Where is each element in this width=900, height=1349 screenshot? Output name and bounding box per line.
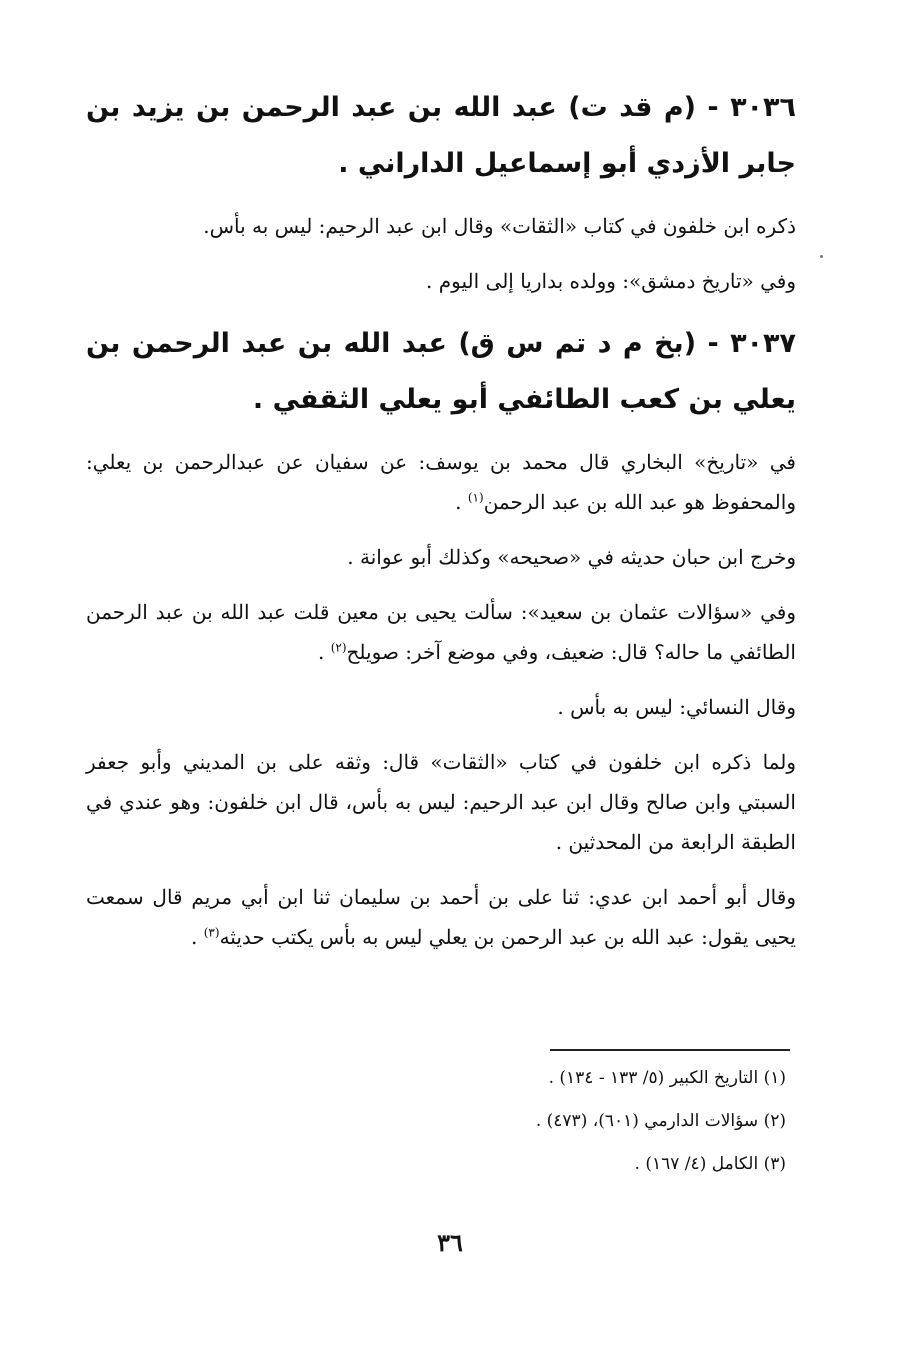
footnote-ref: (٣) (203, 925, 220, 940)
entry-3036 (86, 80, 796, 301)
paragraph-tail: . (317, 640, 331, 664)
paragraph-text: وفي «سؤالات عثمان بن سعيد»: سألت يحيى بن معين قلت عبد الله بن عبد الرحمن الطائفي ما حاله؟ قال: ضعيف، وفي موضع آخر: صويلح (86, 600, 796, 664)
entry-3037 (86, 316, 796, 957)
page-body (86, 80, 796, 972)
paragraph: وخرج ابن حبان حديثه في «صحيحه» وكذلك أبو عوانة . (347, 545, 796, 569)
footnote-ref: (٢) (330, 640, 347, 655)
footnote-separator (550, 1049, 790, 1051)
paragraph: ذكره ابن خلفون في كتاب «الثقات» وقال ابن عبد الرحيم: ليس به بأس. (203, 214, 796, 238)
scan-speck (820, 255, 823, 258)
paragraph-text: في «تاريخ» البخاري قال محمد بن يوسف: عن سفيان عن عبدالرحمن بن يعلي: والمحفوظ هو عبد الله بن عبد الرحمن (86, 450, 796, 514)
footnote: (٣) الكامل (٤/ ١٦٧) . (634, 1154, 786, 1174)
footnote-ref: (١) (467, 490, 484, 505)
paragraph: وفي «تاريخ دمشق»: وولده بداريا إلى اليوم . (426, 269, 796, 293)
paragraph-text: وقال أبو أحمد ابن عدي: ثنا على بن أحمد بن سليمان ثنا ابن أبي مريم قال سمعت يحيى يقول: عبد الله بن عبد الرحمن بن يعلي ليس به بأس يكتب حديثه (86, 885, 796, 949)
paragraph-tail: . (191, 925, 204, 949)
page-number: ٣٦ (437, 1228, 463, 1257)
footnotes (86, 1066, 786, 1195)
paragraph (86, 877, 796, 957)
entry-heading: ٣٠٣٧ - (بخ م د تم س ق) عبد الله بن عبد الرحمن بن يعلي بن كعب الطائفي أبو يعلي الثقفي . (86, 328, 796, 415)
footnote: (٢) سؤالات الدارمي (٦٠١)، (٤٧٣) . (535, 1111, 786, 1131)
paragraph (86, 592, 796, 672)
paragraph-tail: . (455, 490, 468, 514)
footnote: (١) التاريخ الكبير (٥/ ١٣٣ - ١٣٤) . (548, 1068, 786, 1088)
paragraph (86, 442, 796, 522)
paragraph: ولما ذكره ابن خلفون في كتاب «الثقات» قال: وثقه على بن المديني وأبو جعفر السبتي وابن صالح وقال ابن عبد الرحيم: ليس به بأس، قال ابن خلفون: وهو عندي في الطبقة الرابعة من المحدثين . (86, 750, 796, 854)
entry-heading: ٣٠٣٦ - (م قد ت) عبد الله بن عبد الرحمن بن يزيد بن جابر الأزدي أبو إسماعيل الداراني . (86, 92, 796, 179)
paragraph: وقال النسائي: ليس به بأس . (557, 695, 796, 719)
